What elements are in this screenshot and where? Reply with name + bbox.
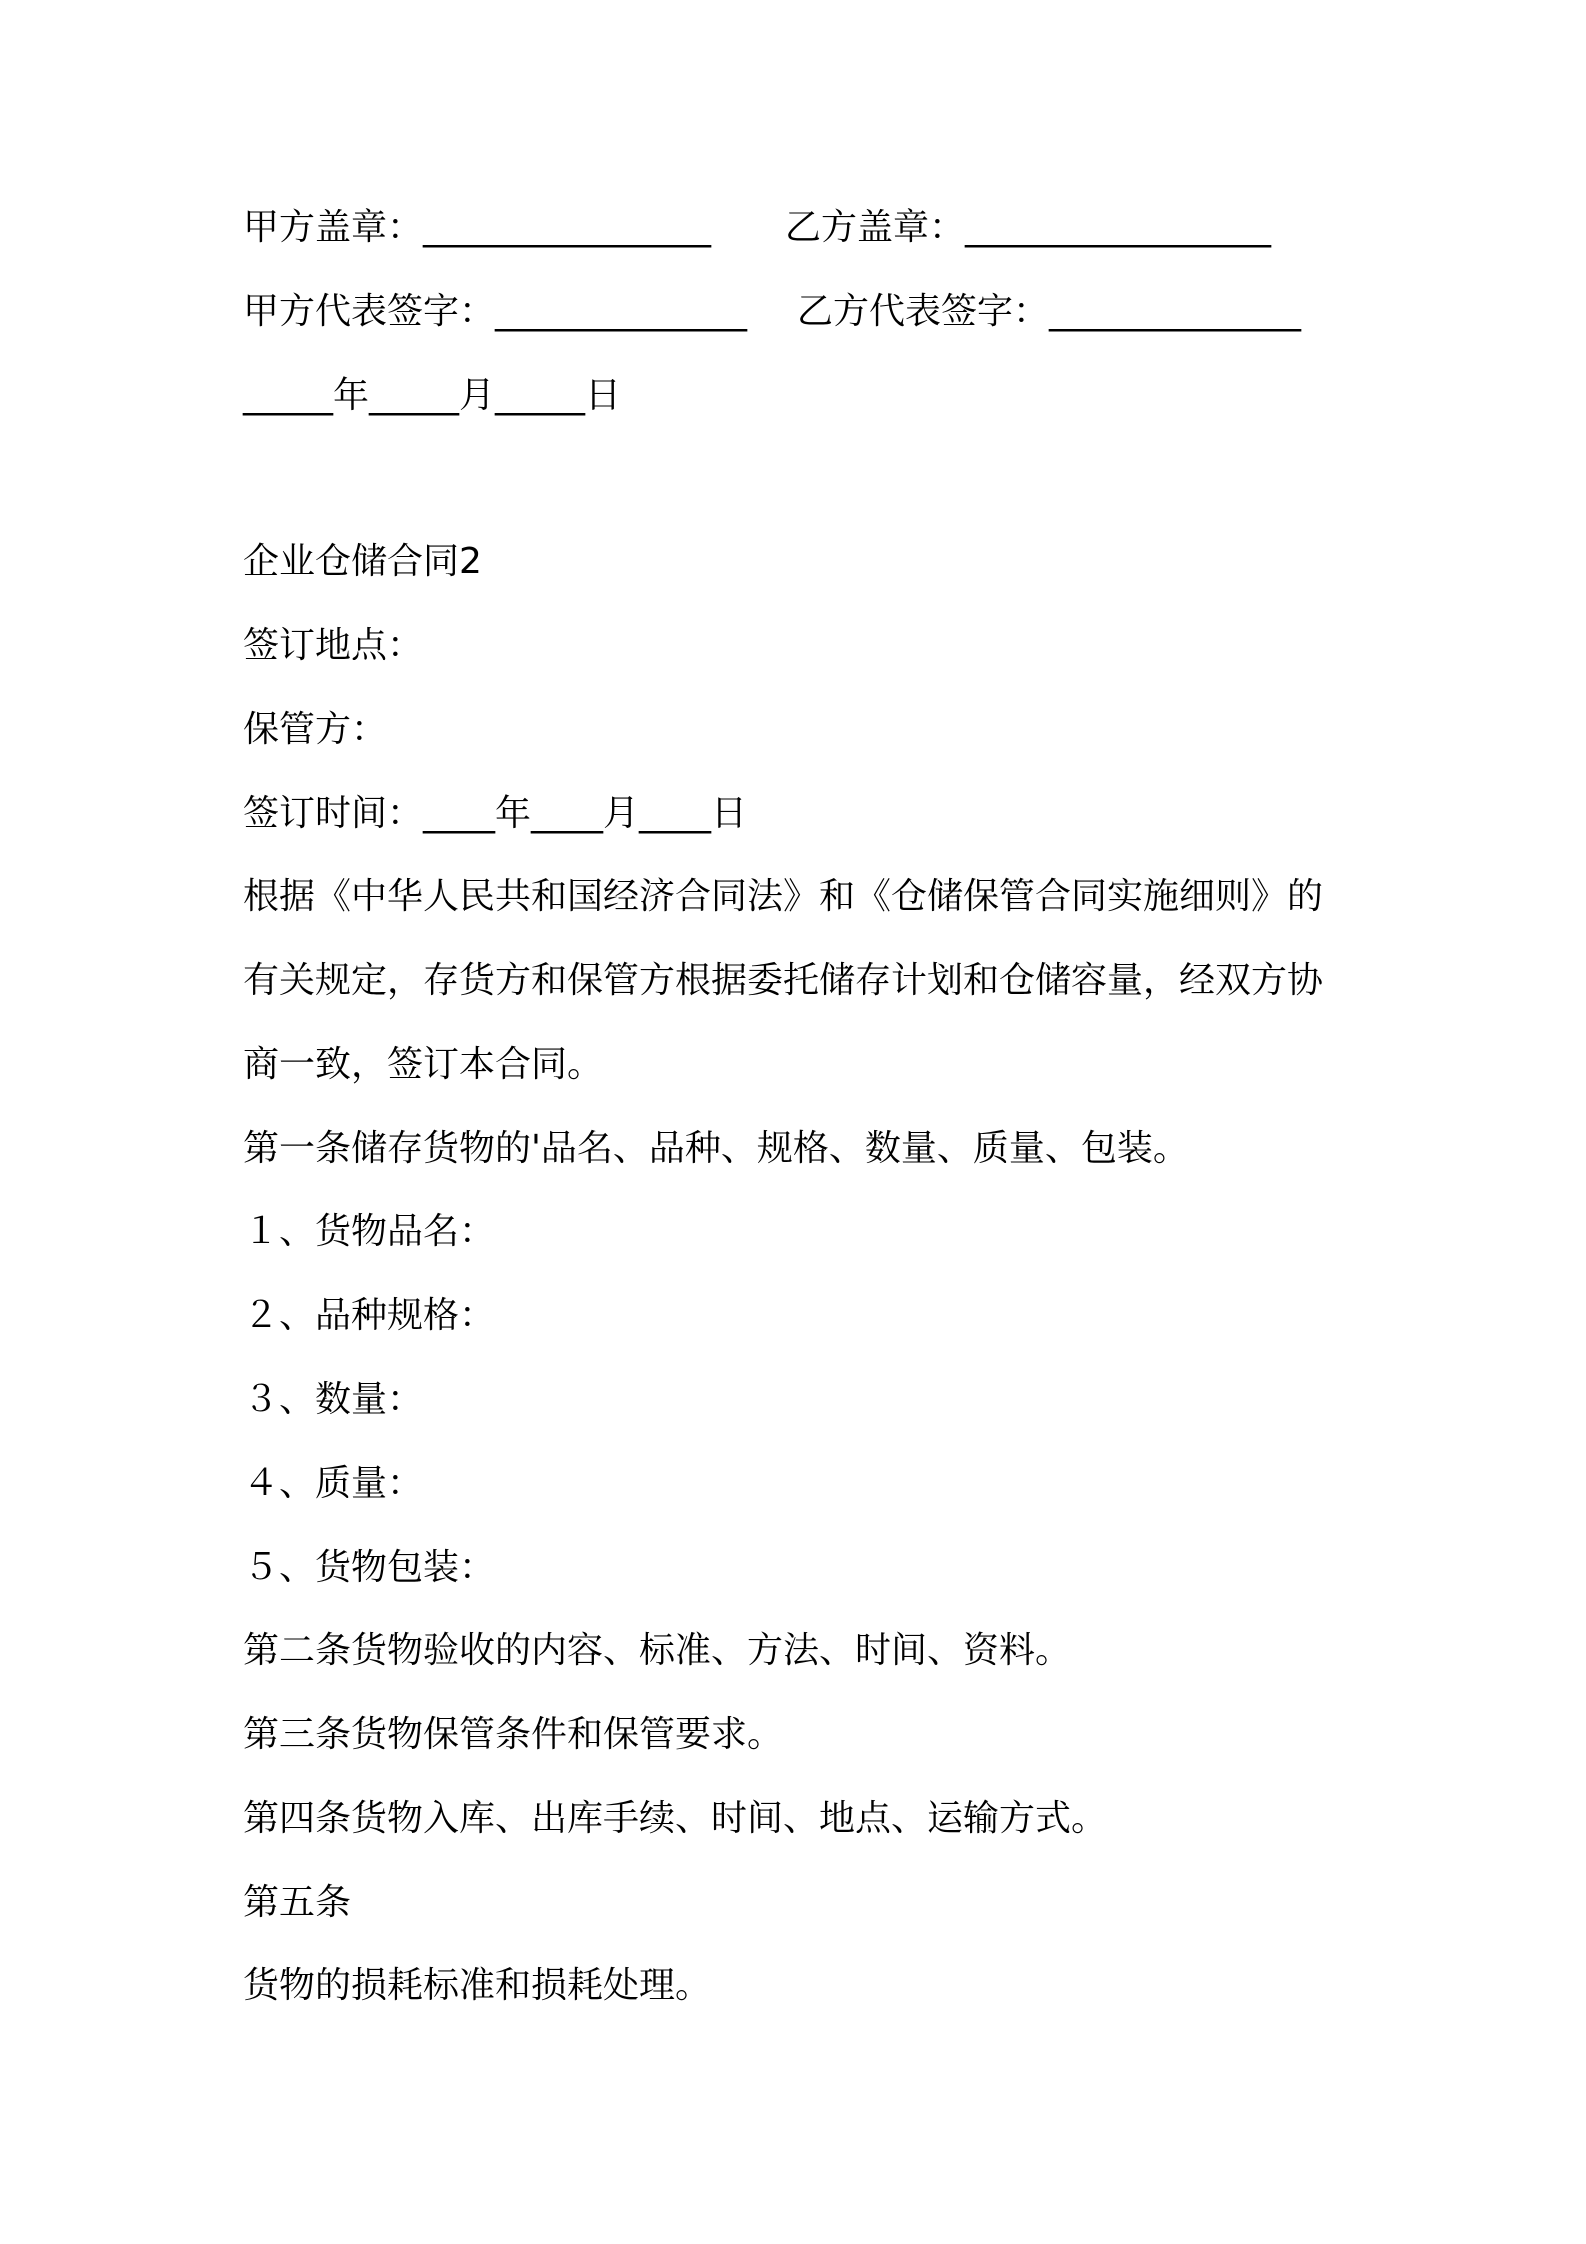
party-b-rep-line: 乙方代表签字：______________ (797, 291, 1302, 332)
preamble-line: 根据《中华人民共和国经济合同法》和《仓储保管合同实施细则》的 (243, 876, 1324, 917)
article-1: 第一条储存货物的'品名、品种、规格、数量、质量、包装。 (243, 1128, 1189, 1169)
article-1-item: １、货物品名： (243, 1211, 496, 1252)
preamble-line: 商一致，签订本合同。 (243, 1044, 604, 1085)
article-4: 第四条货物入库、出库手续、时间、地点、运输方式。 (243, 1798, 1108, 1839)
signature-date-line: _____年_____月_____日 (243, 375, 621, 416)
article-5-heading: 第五条 (243, 1882, 352, 1923)
party-a-rep-line: 甲方代表签字：______________ (243, 291, 748, 332)
contract-title: 企业仓储合同2 (243, 541, 482, 582)
signing-date: 签订时间：____年____月____日 (243, 793, 748, 834)
article-1-item: ３、数量： (243, 1379, 424, 1420)
article-1-item: ２、品种规格： (243, 1295, 496, 1336)
article-2: 第二条货物验收的内容、标准、方法、时间、资料。 (243, 1630, 1072, 1671)
preamble-line: 有关规定，存货方和保管方根据委托储存计划和仓储容量，经双方协 (243, 960, 1324, 1001)
article-3: 第三条货物保管条件和保管要求。 (243, 1714, 784, 1755)
article-1-item: ５、货物包装： (243, 1547, 496, 1588)
party-a-seal-line: 甲方盖章：________________ (243, 207, 712, 248)
article-5-body: 货物的损耗标准和损耗处理。 (243, 1965, 712, 2006)
custodian-party: 保管方： (243, 709, 388, 750)
article-1-item: ４、质量： (243, 1463, 424, 1504)
signing-place: 签订地点： (243, 625, 424, 666)
party-b-seal-line: 乙方盖章：_________________ (785, 207, 1272, 248)
